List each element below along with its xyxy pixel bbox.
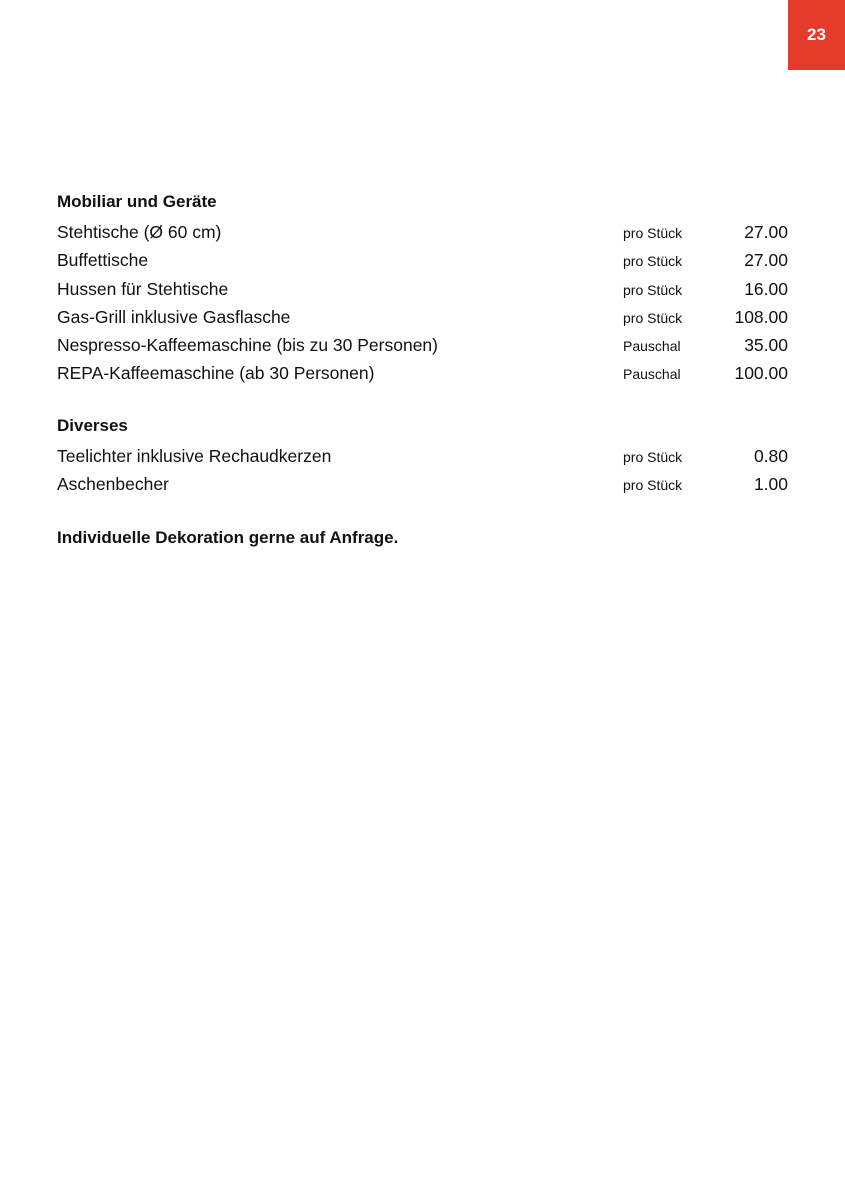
item-price: 35.00 (744, 335, 788, 356)
list-item (57, 331, 788, 359)
item-price: 27.00 (744, 250, 788, 271)
section-diverses (57, 412, 788, 499)
item-price: 0.80 (753, 445, 788, 466)
list-item (57, 442, 788, 470)
item-price: 100.00 (734, 363, 788, 384)
item-unit: pro Stück (623, 253, 683, 270)
list-item (57, 275, 788, 303)
item-label: Gas-Grill inklusive Gasflasche (57, 306, 291, 327)
item-label: Teelichter inklusive Rechaudkerzen (57, 445, 332, 466)
item-list (57, 218, 788, 388)
page-number: 23 (807, 25, 826, 44)
item-label: REPA-Kaffeemaschine (ab 30 Personen) (57, 363, 375, 384)
list-item (57, 303, 788, 331)
item-price: 1.00 (753, 474, 788, 495)
footer-note: Individuelle Dekoration gerne auf Anfrage. (57, 528, 399, 548)
section-spacer (57, 388, 788, 412)
list-item (57, 218, 788, 246)
item-unit: pro Stück (623, 309, 683, 326)
item-unit: Pauschal (623, 366, 681, 383)
item-label: Aschenbecher (57, 474, 169, 495)
item-label: Stehtische (Ø 60 cm) (57, 222, 222, 242)
item-label: Nespresso-Kaffeemaschine (bis zu 30 Personen) (57, 335, 438, 356)
item-unit: Pauschal (623, 338, 681, 355)
section-title: Diverses (57, 415, 128, 435)
item-price: 27.00 (744, 222, 788, 242)
item-label: Buffettische (57, 250, 149, 271)
item-list (57, 442, 788, 499)
item-price: 16.00 (744, 278, 788, 299)
item-label: Hussen für Stehtische (57, 278, 229, 299)
item-price: 108.00 (734, 306, 788, 327)
item-unit: pro Stück (623, 281, 683, 298)
list-item (57, 246, 788, 274)
item-unit: pro Stück (623, 225, 683, 241)
section-title: Mobiliar und Geräte (57, 192, 217, 211)
list-item (57, 470, 788, 498)
page-number-badge (788, 0, 845, 70)
section-mobiliar (57, 188, 788, 388)
list-item (57, 359, 788, 387)
item-unit: pro Stück (623, 448, 683, 465)
item-unit: pro Stück (623, 477, 683, 494)
price-list (57, 188, 788, 567)
